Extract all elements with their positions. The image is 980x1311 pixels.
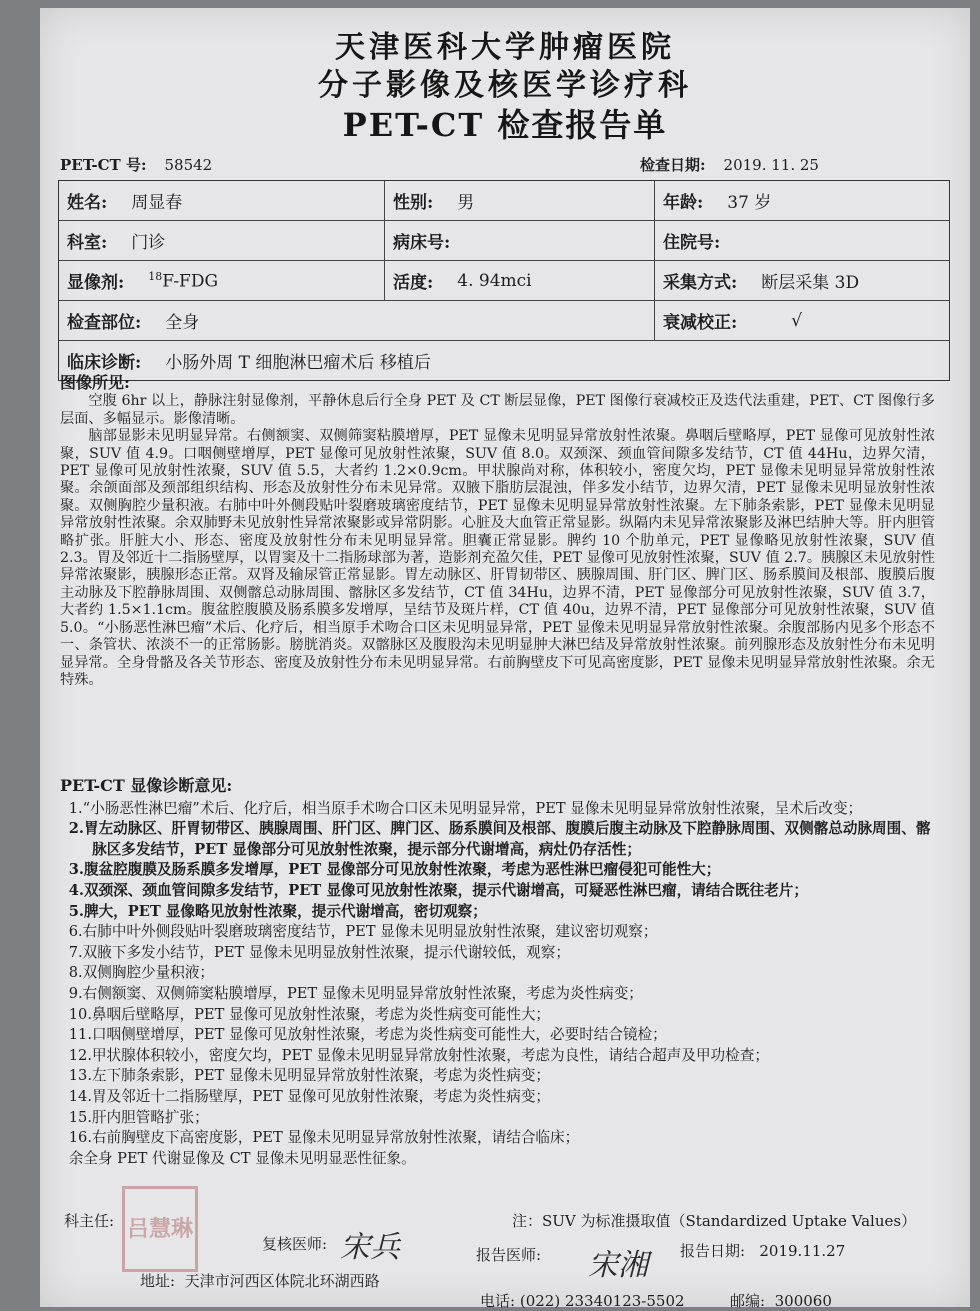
conclusion-item: 6.右肺中叶外侧段贴叶裂磨玻璃密度结节，PET 显像未见明显放射性浓聚，建议密切观察； — [68, 923, 658, 941]
conclusion-item: 3.腹盆腔腹膜及肠系膜多发增厚，PET 显像部分可见放射性浓聚，考虑为恶性淋巴瘤侵犯可能性大； — [68, 861, 721, 879]
conclusion-item: 14.胃及邻近十二指肠壁厚，PET 显像可见放射性浓聚，考虑为炎性病变； — [68, 1087, 551, 1105]
info-row — [59, 301, 949, 341]
pet-number: PET-CT 号: 58542 — [60, 156, 213, 174]
conclusion-item: 5.脾大，PET 显像略见放射性浓聚，提示代谢增高，密切观察； — [68, 902, 487, 920]
conclusion-item: 12.甲状腺体积较小，密度欠均，PET 显像未见明显异常放射性浓聚，考虑为良性，请结合超声及甲功检查； — [68, 1046, 769, 1064]
zip-code: 邮编: 300060 — [730, 1292, 832, 1310]
activity-value: 4. 94mci — [457, 270, 532, 291]
report-title: PET-CT 检查报告单 — [342, 106, 668, 144]
name-label: 姓名: — [67, 193, 108, 213]
conclusion-item: 13.左下肺条索影，PET 显像未见明显异常放射性浓聚，考虑为炎性病变； — [68, 1067, 551, 1085]
agent-label: 显像剂: — [67, 273, 125, 293]
findings-title: 图像所见: — [60, 373, 130, 392]
department-stamp: 吕慧琳 — [122, 1186, 198, 1272]
dept-label: 科室: — [67, 233, 108, 253]
director-label: 科主任: — [64, 1212, 115, 1230]
conclusion-item: 4.双颈深、颈血管间隙多发结节，PET 显像可见放射性浓聚，提示代谢增高，可疑恶性淋巴瘤，请结合既往老片； — [68, 881, 808, 899]
conclusion-item: 15.肝内胆管略扩张； — [68, 1108, 209, 1126]
attenuation-value: √ — [791, 310, 803, 331]
dept-value: 门诊 — [131, 233, 166, 253]
acquisition-label: 采集方式: — [663, 273, 738, 293]
conclusion-item: 7.双腋下多发小结节，PET 显像未见明显放射性浓聚，提示代谢较低，观察； — [68, 943, 570, 961]
bed-label: 病床号: — [393, 233, 451, 253]
info-row — [59, 181, 949, 221]
reporter-label: 报告医师: — [476, 1246, 542, 1264]
age-label: 年龄: — [663, 193, 704, 213]
conclusion-item: 16.右前胸壁皮下高密度影，PET 显像未见明显异常放射性浓聚，请结合临床； — [68, 1129, 580, 1147]
name-value: 周显春 — [131, 193, 183, 213]
conclusion-item: 余全身 PET 代谢显像及 CT 显像未见明显恶性征象。 — [68, 1149, 416, 1167]
agent-value: $^{18}$F-FDG — [148, 269, 219, 292]
diagnosis-value: 小肠外周 T 细胞淋巴瘤术后 移植后 — [165, 353, 431, 373]
age-value: 37 岁 — [727, 193, 772, 213]
conclusion-item: 11.口咽侧壁增厚，PET 显像可见放射性浓聚，考虑为炎性病变可能性大，必要时结合镜检； — [68, 1026, 667, 1044]
diagnosis-label: 临床诊断: — [67, 353, 142, 373]
phone: 电话: (022) 23340123-5502 — [480, 1292, 685, 1310]
address: 地址: 天津市河西区体院北环湖西路 — [140, 1272, 380, 1290]
conclusion-item: 10.鼻咽后壁略厚，PET 显像可见放射性浓聚，考虑为炎性病变可能性大； — [68, 1005, 551, 1023]
info-row — [59, 221, 949, 261]
reporter-signature: 宋湘 — [588, 1248, 648, 1283]
gender-value: 男 — [457, 193, 475, 213]
report-date: 报告日期: 2019.11.27 — [680, 1242, 846, 1260]
conclusion-title: PET-CT 显像诊断意见: — [60, 776, 233, 795]
conclusion-item: 9.右侧额窦、双侧筛窦粘膜增厚，PET 显像未见明显异常放射性浓聚，考虑为炎性病变； — [68, 984, 643, 1002]
reviewer-label: 复核医师: — [262, 1235, 328, 1253]
conclusion-section — [60, 776, 945, 1169]
site-value: 全身 — [165, 313, 200, 333]
findings-section — [60, 374, 935, 689]
attenuation-label: 衰减校正: — [663, 313, 738, 333]
conclusion-item: 8.双侧胸腔少量积液； — [68, 964, 215, 982]
conclusion-item: 1.“小肠恶性淋巴瘤”术后、化疗后，相当原手术吻合口区未见明显异常，PET 显像未见明显异常放射性浓聚，呈术后改变； — [68, 799, 863, 817]
activity-label: 活度: — [393, 273, 434, 293]
exam-date: 检查日期: 2019. 11. 25 — [640, 156, 819, 174]
findings-paragraph: 脑部显影未见明显异常。右侧额窦、双侧筛窦粘膜增厚，PET 显像未见明显异常放射性浓聚。鼻咽后壁略厚，PET 显像可见放射性浓聚，SUV 值 4.9。口咽侧壁增厚，PET 显像可见放射性浓聚，SUV 值 8.0。双颈深、颈血管间隙多发结节，CT 值 44Hu，边界欠清，PET 显像可见放射性浓聚，SUV 值 5.5，大者约 1.2×0.9cm。甲状腺尚对称，体积较小，密度欠均，PET 显像未见明显异常放射性浓聚。余颌面部及颈部组织结构、形态及放射性分布未见异常。双腋下脂肪层混浊，伴多发小结节，边界欠清，PET 显像未见明显放射性浓聚。双侧胸腔少量积液。右肺中叶外侧段贴叶裂磨玻璃密度结节，PET 显像未见明显异常放射性浓聚。左下肺条索影，PET 显像未见明显异常放射性浓聚。余双肺野未见放射性异常浓聚影或异常阴影。心脏及大血管正常显影。纵隔内未见异常浓聚影及淋巴结肿大等。肝内胆管略扩张。肝脏大小、形态、密度及放射性分布未见明显异常。胆囊正常显影。脾约 10 个肋单元，PET 显像略见放射性浓聚，SUV 值 2.3。胃及邻近十二指肠壁厚，以胃窦及十二指肠球部为著，造影剂充盈欠佳，PET 显像可见放射性浓聚，SUV 值 2.7。胰腺区未见放射性异常浓聚影，胰腺形态正常。双肾及输尿管正常显影。胃左动脉区、肝胃韧带区、胰腺周围、肝门区、脾门区、肠系膜间及根部、腹膜后腹主动脉及下腔静脉周围、双侧髂总动脉周围、髂脉区多发结节，CT 值 34Hu，边界不清，PET 显像部分可见放射性浓聚，SUV 值 3.7，大者约 1.5×1.1cm。腹盆腔腹膜及肠系膜多发增厚，呈结节及斑片样，CT 值 40u，边界不清，PET 显像部分可见放射性浓聚，SUV 值 5.0。“小肠恶性淋巴瘤”术后、化疗后，相当原手术吻合口区未见明显异常，PET 显像未见明显异常放射性浓聚。余腹部肠内见多个形态不一、条管状、浓淡不一的正常肠影。膀胱消炎。双髂脉区及腹股沟未见明显肿大淋巴结及异常放射性浓聚。前列腺形态及放射性分布未见明显异常。全身骨骼及各关节形态、密度及放射性分布未见明显异常。右前胸壁皮下可见高密度影，PET 显像未见明显异常放射性浓聚。余无特殊。 — [60, 428, 935, 688]
reviewer-signature: 宋兵 — [340, 1230, 400, 1265]
inpatient-label: 住院号: — [663, 233, 721, 253]
report-paper — [40, 8, 970, 1310]
hospital-name: 天津医科大学肿瘤医院 — [335, 30, 675, 65]
info-row — [59, 261, 949, 301]
conclusion-item: 2.胃左动脉区、肝胃韧带区、胰腺周围、肝门区、脾门区、肠系膜间及根部、腹膜后腹主动脉及下腔静脉周围、双侧髂总动脉周围、髂脉区多发结节，PET 显像部分可见放射性浓聚，提示部分代谢增高，病灶仍存活性； — [68, 820, 931, 858]
site-label: 检查部位: — [67, 313, 142, 333]
acquisition-value: 断层采集 3D — [761, 273, 860, 293]
suv-note: 注：SUV 为标准摄取值（Standardized Uptake Values） — [512, 1212, 917, 1230]
findings-paragraph: 空腹 6hr 以上，静脉注射显像剂，平静休息后行全身 PET 及 CT 断层显像，PET 图像行衰减校正及迭代法重建，PET、CT 图像行多层面、多幅显示。影像清晰。 — [60, 393, 935, 427]
patient-info-table — [58, 180, 950, 381]
gender-label: 性别: — [393, 193, 434, 213]
department-name: 分子影像及核医学诊疗科 — [318, 68, 692, 103]
